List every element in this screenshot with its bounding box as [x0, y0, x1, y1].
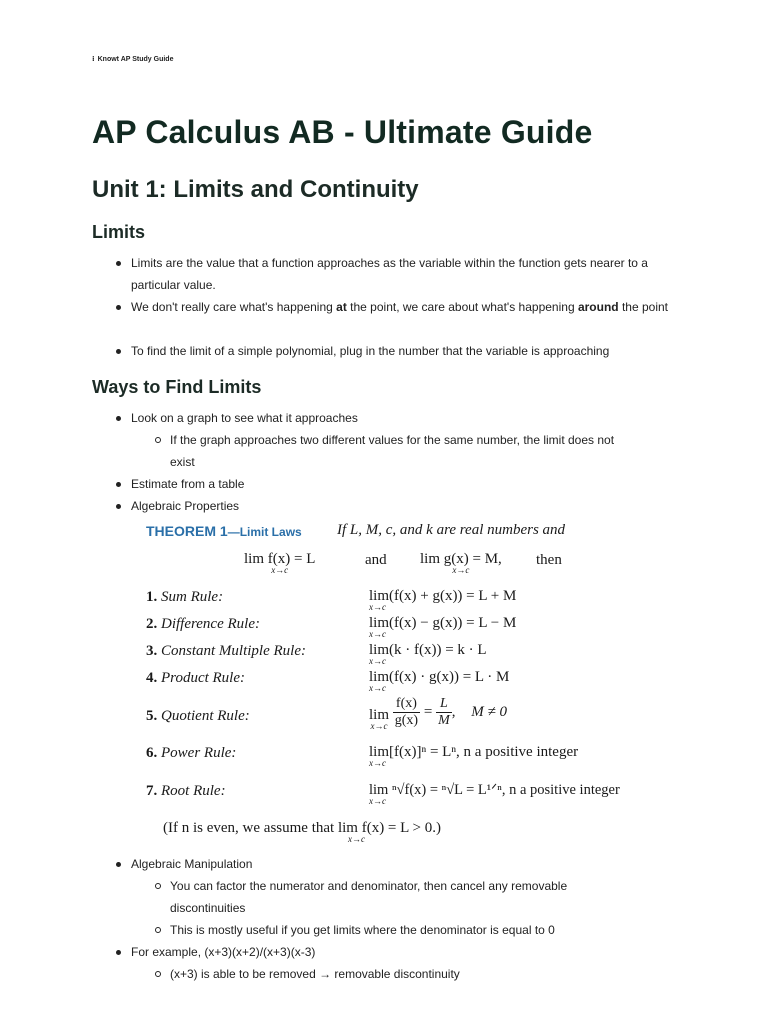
limits-bullet-2-bold-at: at	[336, 300, 347, 314]
rule-5-formula: lim x→c $\frac{f(x)}{g(x)}$ = $\frac{L}{M}$ , M ≠ 0	[369, 696, 507, 731]
rule-6-name: Power Rule:	[161, 745, 237, 761]
rule-1-formula	[369, 589, 516, 612]
limits-heading: Limits	[92, 222, 146, 242]
rule-4-formula	[369, 670, 509, 693]
rule-2-num: 2.	[146, 616, 158, 632]
rule-4-label	[146, 670, 245, 687]
theorem-note-text: (If n is even, we assume that lim f(x) = L > 0.)	[163, 820, 441, 836]
rule-4-name: Product Rule:	[161, 670, 246, 686]
rule-7-under: x→c	[369, 796, 386, 806]
rule-2-formula	[369, 616, 516, 639]
theorem-note-under: x→c	[348, 834, 365, 844]
given-left	[244, 552, 315, 575]
rule-1-name: Sum Rule:	[161, 589, 224, 605]
rule-3-formula	[369, 643, 487, 666]
rule-5-name: Quotient Rule:	[161, 708, 250, 724]
theorem-label	[146, 523, 302, 539]
ways-sub-removable: (x+3) is able to be removed → removable discontinuity	[170, 963, 640, 985]
rule-4-formula-text: lim(f(x) · g(x)) = L · M	[369, 669, 510, 685]
ways-bullet-table: Estimate from a table	[131, 473, 671, 495]
limits-bullet-3: To find the limit of a simple polynomial, plug in the number that the variable is approaching	[131, 340, 671, 362]
rule-3-under: x→c	[369, 656, 386, 666]
ways-bullet-algebraic: Algebraic Properties	[131, 495, 671, 517]
ways-bullet-example: For example, (x+3)(x+2)/(x+3)(x-3)	[131, 941, 671, 963]
doc-header	[92, 55, 173, 63]
rule-1-num: 1.	[146, 589, 158, 605]
ways-heading: Ways to Find Limits	[92, 377, 262, 397]
limits-bullet-2-bold-around: around	[577, 300, 619, 314]
rule-2-under: x→c	[369, 629, 386, 639]
rule-6-formula	[369, 745, 578, 768]
given-left-text: lim f(x) = L	[244, 551, 316, 567]
quotient-lhs-fraction	[393, 696, 420, 729]
limits-bullet-2	[131, 296, 671, 318]
limits-bullet-1: Limits are the value that a function approaches as the variable within the function gets nearer to a particular value.	[131, 252, 671, 296]
quotient-den: g(x)	[394, 713, 419, 728]
rule-4-num: 4.	[146, 670, 158, 686]
rule-5-num: 5.	[146, 708, 158, 724]
rule-2-formula-text: lim(f(x) − g(x)) = L − M	[369, 615, 517, 631]
given-right-under: x→c	[452, 565, 470, 575]
ways-bullet-manipulation: Algebraic Manipulation	[131, 853, 671, 875]
quotient-rden: M	[438, 713, 450, 728]
given-left-under: x→c	[271, 565, 289, 575]
quotient-condition: M ≠ 0	[471, 704, 507, 720]
theorem-label-main: THEOREM 1	[146, 523, 228, 539]
ways-sub-factor: You can factor the numerator and denominator, then cancel any removable discontinuities	[170, 875, 640, 919]
ways-sub-denominator: This is mostly useful if you get limits where the denominator is equal to 0	[170, 919, 640, 941]
given-and: and	[365, 552, 387, 568]
theorem-intro: If L, M, c, and k are real numbers and	[337, 522, 566, 538]
quotient-num: f(x)	[393, 696, 420, 713]
quotient-rhs-fraction	[436, 696, 452, 729]
rule-3-name: Constant Multiple Rule:	[161, 643, 306, 659]
given-right-text: lim g(x) = M,	[420, 551, 502, 567]
rule-4-under: x→c	[369, 683, 386, 693]
ways-bullet-graph: Look on a graph to see what it approaches	[131, 407, 671, 429]
limits-bullet-2-pre: We don't really care what's happening	[131, 300, 337, 314]
rule-7-formula-text: lim ⁿ√f(x) = ⁿ√L = L¹ᐟⁿ, n a positive integer	[369, 782, 620, 798]
rule-2-label	[146, 616, 260, 633]
rule-7-num: 7.	[146, 783, 158, 799]
rule-1-label	[146, 589, 223, 606]
rule-6-label	[146, 745, 236, 762]
rule-6-formula-text: lim[f(x)]ⁿ = Lⁿ, n a positive integer	[369, 744, 579, 760]
given-then: then	[536, 552, 562, 568]
unit-heading: Unit 1: Limits and Continuity	[92, 176, 419, 203]
rule-6-num: 6.	[146, 745, 158, 761]
rule-7-formula	[369, 783, 620, 806]
ways-sub-graph: If the graph approaches two different values for the same number, the limit does not exist	[170, 429, 640, 473]
given-right	[420, 552, 502, 575]
rule-5-label	[146, 708, 250, 725]
rule-3-label	[146, 643, 306, 660]
rule-7-label	[146, 783, 226, 800]
limits-bullet-2-mid: the point, we care about what's happening	[346, 300, 578, 314]
page-title: AP Calculus AB - Ultimate Guide	[92, 114, 593, 150]
knowt-logo-icon: ⁝	[92, 56, 94, 63]
limits-bullet-2-post: the point	[618, 300, 668, 314]
rule-1-under: x→c	[369, 602, 386, 612]
rule-7-name: Root Rule:	[161, 783, 226, 799]
theorem-note	[163, 821, 441, 844]
rule-3-num: 3.	[146, 643, 158, 659]
rule-3-formula-text: lim(k · f(x)) = k · L	[369, 642, 487, 658]
rule-2-name: Difference Rule:	[161, 616, 260, 632]
quotient-rnum: L	[436, 696, 452, 713]
header-brand: Knowt AP Study Guide	[97, 56, 174, 63]
theorem-label-sub: —Limit Laws	[227, 525, 302, 539]
rule-1-formula-text: lim(f(x) + g(x)) = L + M	[369, 588, 517, 604]
rule-6-under: x→c	[369, 758, 386, 768]
